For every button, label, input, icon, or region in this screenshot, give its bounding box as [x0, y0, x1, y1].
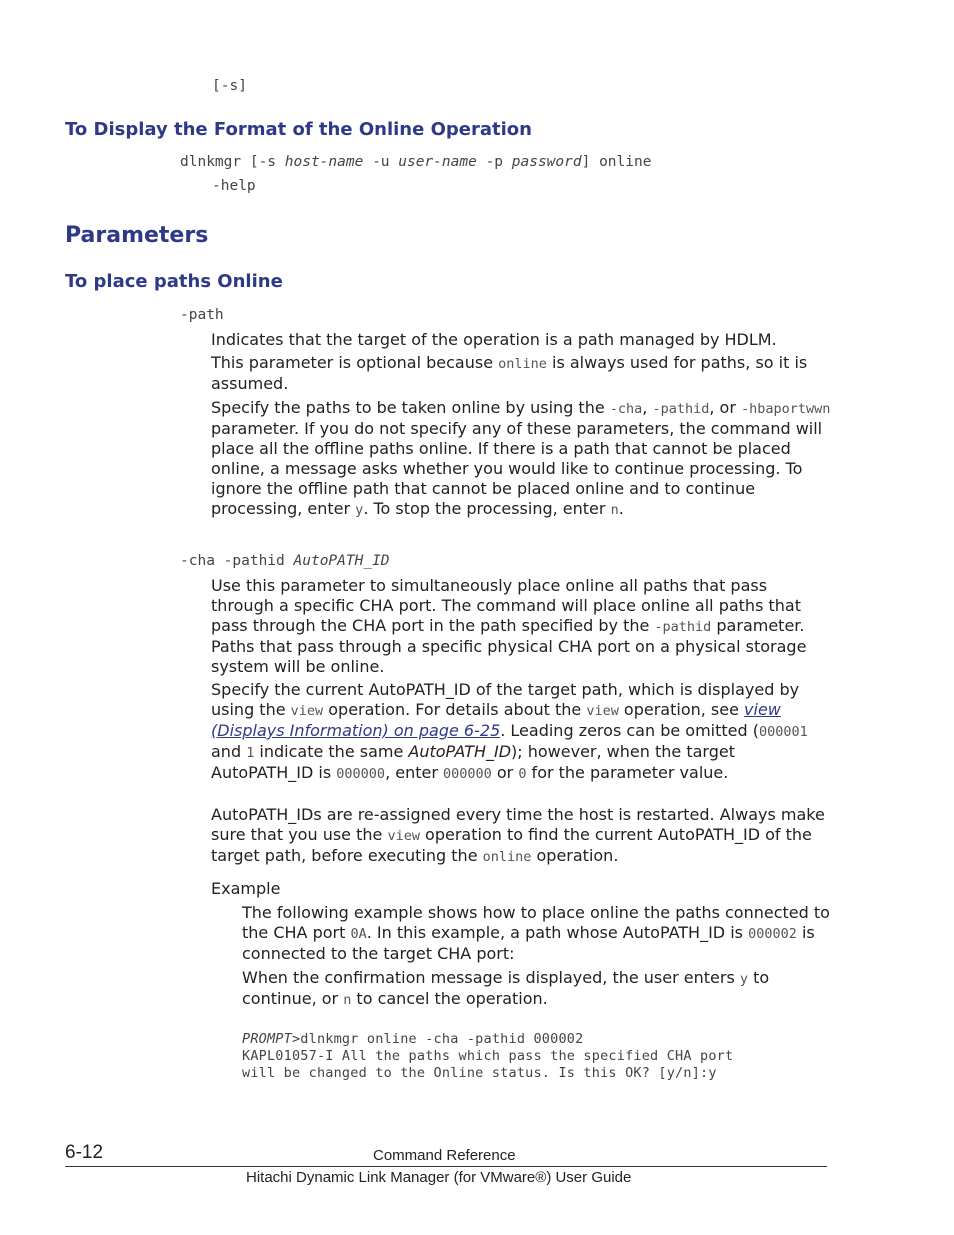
example-label: Example — [211, 879, 281, 898]
text: Specify the paths to be taken online by using the — [211, 398, 610, 417]
text: operation to find the current AutoPATH_ID of the target path, before executing the — [211, 825, 812, 865]
text: . Leading zeros can be omitted ( — [500, 721, 759, 740]
example-desc-1 — [242, 903, 832, 964]
text: . To stop the processing, enter — [363, 499, 611, 518]
example-desc-2 — [242, 968, 832, 1010]
parameters-heading: Parameters — [65, 223, 209, 248]
text: AutoPATH_ID — [293, 553, 390, 569]
text: . — [618, 499, 624, 518]
param-cha-desc-3 — [211, 805, 831, 867]
text: >dlnkmgr online -cha -pathid 000002 — [291, 1031, 584, 1047]
text: The following example shows how to place online the paths connected to the CHA port — [242, 903, 830, 942]
syntax-p: -p — [476, 154, 512, 170]
text: AutoPATH_ID — [408, 742, 512, 761]
inline-code: 000000 — [336, 766, 386, 782]
text: parameter. Paths that pass through a specific physical CHA port on a physical storage system will be online. — [211, 616, 807, 676]
text: Specify the current AutoPATH_ID of the target path, which is displayed by using the — [211, 680, 800, 719]
syntax-user: user-name — [398, 154, 477, 170]
inline-code: 000000 — [443, 766, 492, 782]
inline-code: 000001 — [758, 724, 808, 740]
text: and — [211, 742, 247, 761]
inline-code: online — [482, 849, 532, 865]
text: Use this parameter to simultaneously place online all paths that pass through a specific CHA port. The command will place online all paths that pass through the CHA port in the path specified by the — [211, 576, 801, 635]
inline-code: y — [739, 971, 749, 987]
inline-code: 1 — [246, 745, 255, 761]
text: parameter. If you do not specify any of these parameters, the command will place all the offline paths online. If there is a path that cannot be placed online, a message asks whether you would like to continue processing. To ignore the offline path that cannot be placed online and to continue processing, enter — [211, 419, 823, 518]
inline-code: y — [355, 502, 364, 518]
text: operation. — [531, 846, 619, 865]
example-code-line-3: will be changed to the Online status. Is this OK? [y/n]:y — [242, 1065, 717, 1081]
text: for the parameter value. — [526, 763, 729, 782]
section-heading-display-format: To Display the Format of the Online Operation — [65, 119, 532, 140]
text: -cha -pathid — [180, 553, 294, 569]
syntax-code-line-2: -help — [212, 178, 256, 194]
code-option-s: [-s] — [212, 78, 247, 94]
syntax-cmd: dlnkmgr [-s — [180, 154, 285, 170]
syntax-u: -u — [363, 154, 399, 170]
inline-code: -pathid — [652, 401, 710, 417]
text: or — [491, 763, 519, 782]
param-path-desc-2 — [211, 353, 831, 394]
text: to cancel the operation. — [351, 989, 548, 1008]
inline-code: 000002 — [748, 926, 797, 942]
inline-code: view — [586, 703, 619, 719]
text: This parameter is optional because — [211, 353, 499, 372]
text: AutoPATH_IDs are re-assigned every time the host is restarted. Always make sure that you use the — [211, 805, 825, 844]
footer-chapter: Command Reference — [373, 1147, 516, 1164]
inline-code: view — [387, 828, 420, 844]
text: operation. For details about the — [323, 700, 587, 719]
example-code-line-1 — [242, 1031, 583, 1047]
text: . In this example, a path whose AutoPATH_ID is — [366, 923, 749, 942]
text: , or — [709, 398, 741, 417]
view-reference-link[interactable]: view (Displays Information) on page 6-25 — [211, 700, 781, 740]
text: , — [642, 398, 653, 417]
inline-code: 0 — [518, 766, 527, 782]
param-cha-desc-1 — [211, 576, 831, 677]
inline-code: n — [610, 502, 619, 518]
inline-code: -cha — [609, 401, 643, 417]
text: , enter — [385, 763, 443, 782]
param-path-desc-1: Indicates that the target of the operation is a path managed by HDLM. — [211, 330, 777, 349]
syntax-host: host-name — [284, 154, 364, 170]
footer-guide-title: Hitachi Dynamic Link Manager (for VMware®) User Guide — [246, 1169, 632, 1186]
page-number: 6-12 — [65, 1142, 104, 1163]
prompt-placeholder: PROMPT — [242, 1031, 292, 1047]
text: indicate the same — [254, 742, 409, 761]
text: ); however, when the target AutoPATH_ID is — [211, 742, 735, 782]
inline-code: -hbaportwwn — [741, 401, 831, 417]
syntax-tail: ] online — [581, 154, 652, 170]
param-cha-name — [180, 553, 390, 569]
text: operation, see — [618, 700, 745, 719]
param-path-desc-3 — [211, 398, 831, 520]
text: to continue, or — [242, 968, 770, 1008]
text: When the confirmation message is displayed, the user enters — [242, 968, 740, 987]
inline-code: view — [290, 703, 324, 719]
place-online-heading: To place paths Online — [65, 271, 283, 292]
syntax-password: password — [511, 154, 582, 170]
param-cha-desc-2 — [211, 680, 831, 784]
inline-code: 0A — [350, 926, 367, 942]
example-code-line-2: KAPL01057-I All the paths which pass the specified CHA port — [242, 1048, 734, 1064]
param-path-name: -path — [180, 307, 224, 323]
inline-code: n — [343, 992, 352, 1008]
syntax-code-line-1 — [180, 154, 651, 170]
text: is connected to the target CHA port: — [242, 923, 815, 963]
footer-divider — [65, 1166, 827, 1167]
inline-code: -pathid — [654, 619, 712, 635]
text: is always used for paths, so it is assumed. — [211, 353, 808, 393]
inline-code: online — [498, 356, 547, 372]
